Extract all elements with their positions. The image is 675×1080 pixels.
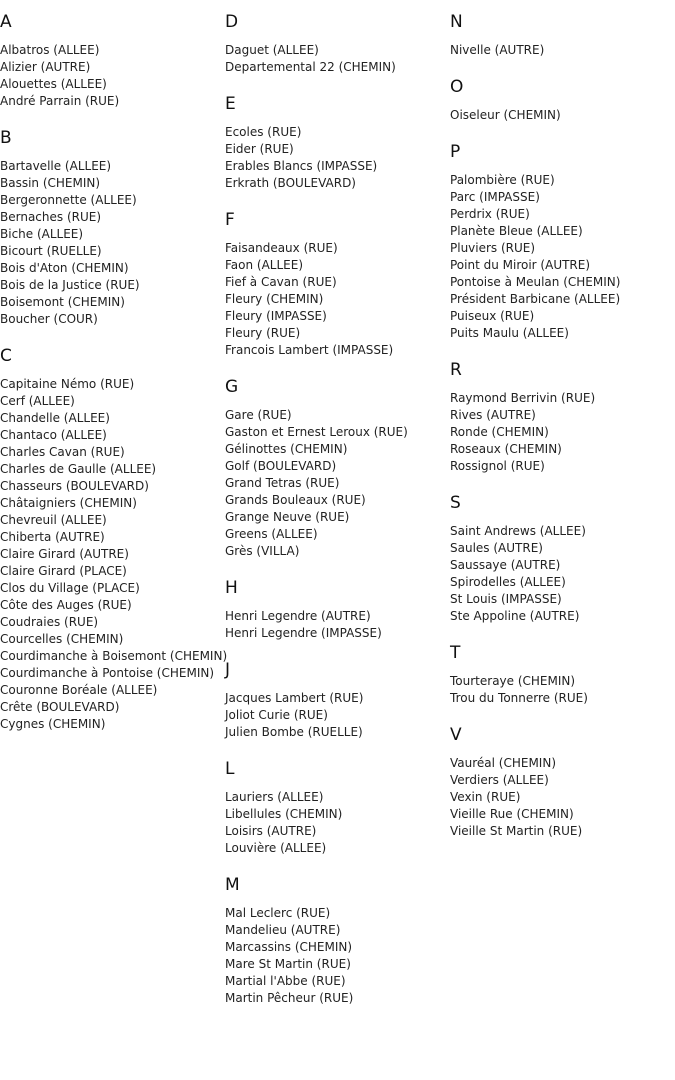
street-item[interactable]: Palombière (RUE) [450, 173, 555, 187]
street-item[interactable]: Planète Bleue (ALLEE) [450, 224, 583, 238]
street-item[interactable]: Gare (RUE) [225, 408, 292, 422]
street-list [0, 158, 225, 328]
street-list [450, 390, 675, 475]
street-item[interactable]: Bassin (CHEMIN) [0, 176, 101, 190]
street-index-column-1 [0, 12, 228, 751]
street-item[interactable]: Grès (VILLA) [225, 544, 300, 558]
street-list [225, 789, 450, 857]
street-list [225, 690, 450, 741]
street-index-column-3 [450, 12, 675, 858]
street-item[interactable]: Puits Maulu (ALLEE) [450, 326, 569, 340]
street-item[interactable]: Rossignol (RUE) [450, 459, 545, 473]
street-item[interactable]: Saussaye (AUTRE) [450, 558, 561, 572]
letter-section [225, 12, 450, 76]
street-item[interactable]: Saules (AUTRE) [450, 541, 543, 555]
letter-section [450, 12, 675, 59]
street-item[interactable]: Roseaux (CHEMIN) [450, 442, 562, 456]
street-item[interactable]: Chevreuil (ALLEE) [0, 513, 107, 527]
street-item[interactable]: Puiseux (RUE) [450, 309, 535, 323]
letter-section [450, 643, 675, 707]
street-item[interactable]: Golf (BOULEVARD) [225, 459, 337, 473]
street-item[interactable]: Cygnes (CHEMIN) [0, 717, 106, 731]
section-letter-heading: E [225, 94, 236, 114]
street-item[interactable]: Daguet (ALLEE) [225, 43, 319, 57]
street-item[interactable]: Courdimanche à Boisemont (CHEMIN) [0, 649, 228, 663]
street-list [225, 124, 450, 192]
street-item[interactable]: Boisemont (CHEMIN) [0, 295, 125, 309]
street-item[interactable]: Eider (RUE) [225, 142, 294, 156]
letter-section [450, 360, 675, 475]
street-list [225, 608, 450, 642]
section-letter-heading: C [0, 346, 12, 366]
street-item[interactable]: Rives (AUTRE) [450, 408, 536, 422]
section-letter-heading: M [225, 875, 240, 895]
street-item[interactable]: Ste Appoline (AUTRE) [450, 609, 580, 623]
letter-section [225, 94, 450, 192]
street-item[interactable]: Vexin (RUE) [450, 790, 521, 804]
street-item[interactable]: Clos du Village (PLACE) [0, 581, 140, 595]
street-item[interactable]: Tourteraye (CHEMIN) [450, 674, 576, 688]
street-list [225, 905, 450, 1007]
street-item[interactable]: Alouettes (ALLEE) [0, 77, 107, 91]
street-item[interactable]: Coudraies (RUE) [0, 615, 99, 629]
street-item[interactable]: Ronde (CHEMIN) [450, 425, 549, 439]
section-letter-heading: H [225, 578, 238, 598]
section-letter-heading: R [450, 360, 462, 380]
street-item[interactable]: Claire Girard (PLACE) [0, 564, 127, 578]
street-item[interactable]: Vieille St Martin (RUE) [450, 824, 583, 838]
street-item[interactable]: Albatros (ALLEE) [0, 43, 100, 57]
street-list [225, 240, 450, 359]
section-letter-heading: S [450, 493, 461, 513]
street-item[interactable]: Vauréal (CHEMIN) [450, 756, 557, 770]
street-item[interactable]: Claire Girard (AUTRE) [0, 547, 129, 561]
street-item[interactable]: Julien Bombe (RUELLE) [225, 725, 363, 739]
street-item[interactable]: Fleury (IMPASSE) [225, 309, 327, 323]
street-item[interactable]: Martin Pêcheur (RUE) [225, 991, 354, 1005]
street-item[interactable]: Marcassins (CHEMIN) [225, 940, 353, 954]
street-item[interactable]: Spirodelles (ALLEE) [450, 575, 566, 589]
section-letter-heading: F [225, 210, 235, 230]
letter-section [225, 759, 450, 857]
street-item[interactable]: Vieille Rue (CHEMIN) [450, 807, 574, 821]
street-item[interactable]: Erables Blancs (IMPASSE) [225, 159, 378, 173]
street-item[interactable]: Francois Lambert (IMPASSE) [225, 343, 394, 357]
street-item[interactable]: Mandelieu (AUTRE) [225, 923, 341, 937]
street-item[interactable]: Libellules (CHEMIN) [225, 807, 343, 821]
street-item[interactable]: Chasseurs (BOULEVARD) [0, 479, 149, 493]
street-item[interactable]: Châtaigniers (CHEMIN) [0, 496, 137, 510]
street-item[interactable]: Boucher (COUR) [0, 312, 98, 326]
street-item[interactable]: Grange Neuve (RUE) [225, 510, 350, 524]
street-item[interactable]: Raymond Berrivin (RUE) [450, 391, 596, 405]
street-list [0, 42, 225, 110]
street-item[interactable]: Loisirs (AUTRE) [225, 824, 317, 838]
street-item[interactable]: Charles de Gaulle (ALLEE) [0, 462, 157, 476]
street-item[interactable]: Parc (IMPASSE) [450, 190, 540, 204]
street-item[interactable]: Côte des Auges (RUE) [0, 598, 132, 612]
letter-section [225, 875, 450, 1007]
street-item[interactable]: Faon (ALLEE) [225, 258, 304, 272]
letter-section [0, 12, 225, 110]
letter-section [225, 660, 450, 741]
street-item[interactable]: Martial l'Abbe (RUE) [225, 974, 346, 988]
street-item[interactable]: Trou du Tonnerre (RUE) [450, 691, 588, 705]
street-item[interactable]: Courdimanche à Pontoise (CHEMIN) [0, 666, 215, 680]
street-item[interactable]: Verdiers (ALLEE) [450, 773, 549, 787]
street-item[interactable]: Mare St Martin (RUE) [225, 957, 351, 971]
section-letter-heading: P [450, 142, 461, 162]
street-item[interactable]: Bicourt (RUELLE) [0, 244, 102, 258]
street-list [450, 673, 675, 707]
street-item[interactable]: Oiseleur (CHEMIN) [450, 108, 561, 122]
street-item[interactable]: André Parrain (RUE) [0, 94, 120, 108]
street-item[interactable]: Fleury (CHEMIN) [225, 292, 324, 306]
section-letter-heading: N [450, 12, 463, 32]
street-item[interactable]: Bartavelle (ALLEE) [0, 159, 112, 173]
street-item[interactable]: Alizier (AUTRE) [0, 60, 91, 74]
street-item[interactable]: Cerf (ALLEE) [0, 394, 75, 408]
section-letter-heading: T [450, 643, 461, 663]
section-letter-heading: G [225, 377, 239, 397]
section-letter-heading: B [0, 128, 12, 148]
street-item[interactable]: Ecoles (RUE) [225, 125, 302, 139]
section-letter-heading: V [450, 725, 462, 745]
street-item[interactable]: Point du Miroir (AUTRE) [450, 258, 591, 272]
letter-section [225, 210, 450, 359]
street-item[interactable]: Couronne Boréale (ALLEE) [0, 683, 158, 697]
street-item[interactable]: Fief à Cavan (RUE) [225, 275, 337, 289]
section-letter-heading: L [225, 759, 235, 779]
street-item[interactable]: Faisandeaux (RUE) [225, 241, 338, 255]
street-list [0, 376, 228, 733]
street-item[interactable]: Grand Tetras (RUE) [225, 476, 340, 490]
street-list [450, 172, 675, 342]
letter-section [0, 128, 225, 328]
street-index-column-2 [225, 12, 450, 1025]
street-item[interactable]: Joliot Curie (RUE) [225, 708, 328, 722]
street-item[interactable]: Greens (ALLEE) [225, 527, 318, 541]
street-item[interactable]: Président Barbicane (ALLEE) [450, 292, 621, 306]
street-item[interactable]: Pluviers (RUE) [450, 241, 536, 255]
street-item[interactable]: Bergeronnette (ALLEE) [0, 193, 137, 207]
street-item[interactable]: Mal Leclerc (RUE) [225, 906, 331, 920]
street-item[interactable]: Capitaine Némo (RUE) [0, 377, 135, 391]
letter-section [450, 142, 675, 342]
street-list [225, 407, 450, 560]
street-item[interactable]: Charles Cavan (RUE) [0, 445, 125, 459]
street-list [450, 523, 675, 625]
street-item[interactable]: Lauriers (ALLEE) [225, 790, 324, 804]
letter-section [450, 725, 675, 840]
street-item[interactable]: Henri Legendre (AUTRE) [225, 609, 371, 623]
street-item[interactable]: Crête (BOULEVARD) [0, 700, 120, 714]
letter-section [0, 346, 228, 733]
street-item[interactable]: Saint Andrews (ALLEE) [450, 524, 586, 538]
street-item[interactable]: Henri Legendre (IMPASSE) [225, 626, 382, 640]
street-item[interactable]: Pontoise à Meulan (CHEMIN) [450, 275, 621, 289]
street-item[interactable]: Jacques Lambert (RUE) [225, 691, 364, 705]
letter-section [225, 377, 450, 560]
street-item[interactable]: Erkrath (BOULEVARD) [225, 176, 356, 190]
letter-section [450, 493, 675, 625]
street-item[interactable]: St Louis (IMPASSE) [450, 592, 562, 606]
street-item[interactable]: Chantaco (ALLEE) [0, 428, 107, 442]
section-letter-heading: D [225, 12, 239, 32]
street-item[interactable]: Courcelles (CHEMIN) [0, 632, 124, 646]
street-item[interactable]: Chiberta (AUTRE) [0, 530, 105, 544]
street-list [225, 42, 450, 76]
street-item[interactable]: Departemental 22 (CHEMIN) [225, 60, 396, 74]
street-item[interactable]: Bernaches (RUE) [0, 210, 102, 224]
street-item[interactable]: Biche (ALLEE) [0, 227, 84, 241]
street-list [450, 755, 675, 840]
street-item[interactable]: Fleury (RUE) [225, 326, 301, 340]
street-item[interactable]: Bois d'Aton (CHEMIN) [0, 261, 129, 275]
letter-section [225, 578, 450, 642]
street-item[interactable]: Gélinottes (CHEMIN) [225, 442, 348, 456]
letter-section [450, 77, 675, 124]
street-item[interactable]: Bois de la Justice (RUE) [0, 278, 140, 292]
street-list [450, 107, 675, 124]
section-letter-heading: A [0, 12, 12, 32]
street-item[interactable]: Gaston et Ernest Leroux (RUE) [225, 425, 408, 439]
street-item[interactable]: Chandelle (ALLEE) [0, 411, 110, 425]
section-letter-heading: O [450, 77, 464, 97]
street-item[interactable]: Louvière (ALLEE) [225, 841, 327, 855]
street-list [450, 42, 675, 59]
section-letter-heading: J [225, 660, 231, 680]
street-item[interactable]: Perdrix (RUE) [450, 207, 530, 221]
street-item[interactable]: Grands Bouleaux (RUE) [225, 493, 366, 507]
street-item[interactable]: Nivelle (AUTRE) [450, 43, 545, 57]
